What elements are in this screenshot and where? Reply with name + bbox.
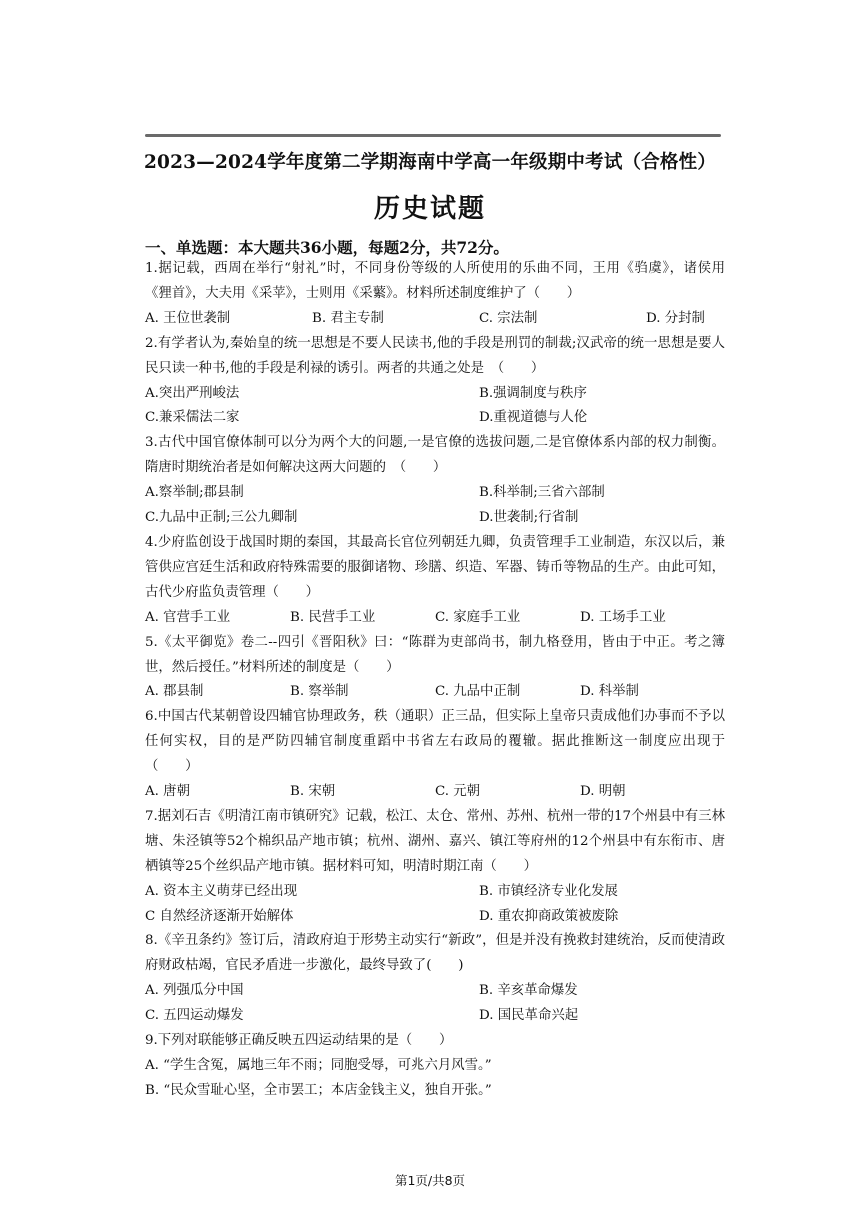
exam-title: 2023—2024学年度第二学期海南中学高一年级期中考试（合格性） <box>143 152 717 173</box>
question-list <box>145 257 725 1104</box>
question-1 <box>145 257 725 332</box>
option-row <box>145 780 725 805</box>
option-d: D. 分封制 <box>646 310 705 326</box>
option-b: B. 察举制 <box>290 684 349 700</box>
option-b: B. 宋朝 <box>290 784 336 800</box>
option-c: C. 九品中正制 <box>435 684 521 700</box>
option-d: D. 国民革命兴起 <box>479 1008 579 1024</box>
question-8 <box>145 929 725 1029</box>
question-9 <box>145 1029 725 1104</box>
option-a: A. 郡县制 <box>145 684 204 700</box>
option-b: B.科举制;三省六部制 <box>479 485 605 501</box>
option-a: A. 唐朝 <box>145 784 190 800</box>
question-stem: 5.《太平御览》卷二--四引《晋阳秋》曰：“陈群为吏部尚书，制九格登用，皆由于中正。考之簿世，然后授任。”材料所述的制度是（ ） <box>145 634 725 675</box>
option-a: A. “学生含冤，属地三年不雨；同胞受辱，可兆六月风雪。” <box>145 1058 492 1073</box>
question-3 <box>145 431 725 531</box>
option-row <box>145 606 725 631</box>
question-stem: 4.少府监创设于战国时期的秦国，其最高长官位列朝廷九卿，负责管理手工业制造，东汉以后，兼管供应宫廷生活和政府特殊需要的服御诸物、珍膳、织造、军器、铸币等物品的生产。由此可知，古代少府监负责管理（ ） <box>145 534 725 600</box>
option-d: D. 明朝 <box>580 784 626 800</box>
option-c: C. 五四运动爆发 <box>145 1008 244 1024</box>
option-a: A.察举制;郡县制 <box>145 485 244 501</box>
option-row <box>145 680 725 705</box>
option-d: D. 重农抑商政策被废除 <box>479 908 619 924</box>
option-a: A. 官营手工业 <box>145 609 231 625</box>
option-a: A. 列强瓜分中国 <box>145 983 244 999</box>
option-c: C. 宗法制 <box>479 310 538 326</box>
option-b: B.强调制度与秩序 <box>479 385 587 401</box>
option-d: D. 工场手工业 <box>580 609 666 625</box>
option-d: D. 科举制 <box>580 684 639 700</box>
option-a: A. 王位世袭制 <box>145 310 231 326</box>
option-b: B. “民众雪耻心坚，全市罢工；本店金钱主义，独自开张。” <box>145 1082 492 1098</box>
option-c: C. 元朝 <box>435 784 481 800</box>
question-stem: 2.有学者认为,秦始皇的统一思想是不要人民读书,他的手段是刑罚的制裁;汉武帝的统一思想是要人民只读一种书,他的手段是利禄的诱引。两者的共通之处是 （ ） <box>145 335 725 376</box>
question-5 <box>145 631 725 706</box>
option-c: C.兼采儒法二家 <box>145 410 240 426</box>
option-d: D.重视道德与人伦 <box>479 410 588 426</box>
question-stem: 7.据刘石吉《明清江南市镇研究》记载，松江、太仓、常州、苏州、杭州一带的17个州县中有三林塘、朱泾镇等52个棉织品产地市镇；杭州、湖州、嘉兴、镇江等府州的12个州县中有东衔市、唐栖镇等25个丝织品产地市镇。据材料可知，明清时期江南（ ） <box>145 808 725 874</box>
option-a: A. 资本主义萌芽已经出现 <box>145 883 298 899</box>
option-b: B. 民营手工业 <box>290 609 376 625</box>
option-row <box>145 880 725 930</box>
question-7 <box>145 805 725 930</box>
option-b: B. 君主专制 <box>312 310 384 326</box>
question-stem: 1.据记载，西周在举行“射礼”时，不同身份等级的人所使用的乐曲不同，王用《驺虞》，诸侯用《狸首》，大夫用《采苹》，士则用《采蘩》。材料所述制度维护了（ ） <box>145 261 725 301</box>
header-rule <box>145 134 721 137</box>
option-c: C. 家庭手工业 <box>435 609 521 625</box>
section-heading: 一、单选题：本大题共36小题，每题2分，共72分。 <box>145 238 509 257</box>
option-a: A.突出严刑峻法 <box>145 385 240 401</box>
question-6 <box>145 705 725 805</box>
question-stem: 8.《辛丑条约》签订后，清政府迫于形势主动实行“新政”，但是并没有挽救封建统治，反而使清政府财政枯竭，官民矛盾进一步激化，最终导致了( ) <box>145 933 725 974</box>
option-row <box>145 382 725 432</box>
subject-title: 历史试题 <box>373 194 486 224</box>
option-b: B. 市镇经济专业化发展 <box>479 883 618 899</box>
option-c: C 自然经济逐渐开始解体 <box>145 908 294 924</box>
option-list <box>145 1054 725 1104</box>
option-b: B. 辛亥革命爆发 <box>479 983 578 999</box>
option-c: C.九品中正制;三公九卿制 <box>145 510 298 526</box>
question-stem: 3.古代中国官僚体制可以分为两个大的问题,一是官僚的选拔问题,二是官僚体系内部的权力制衡。隋唐时期统治者是如何解决这两大问题的 （ ） <box>145 435 725 476</box>
page-number: 第1页/共8页 <box>394 1173 466 1188</box>
question-4 <box>145 531 725 631</box>
question-stem: 9.下列对联能够正确反映五四运动结果的是（ ） <box>145 1033 453 1049</box>
question-2 <box>145 332 725 432</box>
option-d: D.世袭制;行省制 <box>479 510 579 526</box>
question-stem: 6.中国古代某朝曾设四辅官协理政务，秩（通职）正三品，但实际上皇帝只责成他们办事而不予以任何实权，目的是严防四辅官制度重蹈中书省左右政局的覆辙。据此推断这一制度应出现于（ ） <box>145 709 725 775</box>
option-row <box>145 979 725 1029</box>
option-row <box>145 481 725 531</box>
option-row <box>145 307 725 332</box>
